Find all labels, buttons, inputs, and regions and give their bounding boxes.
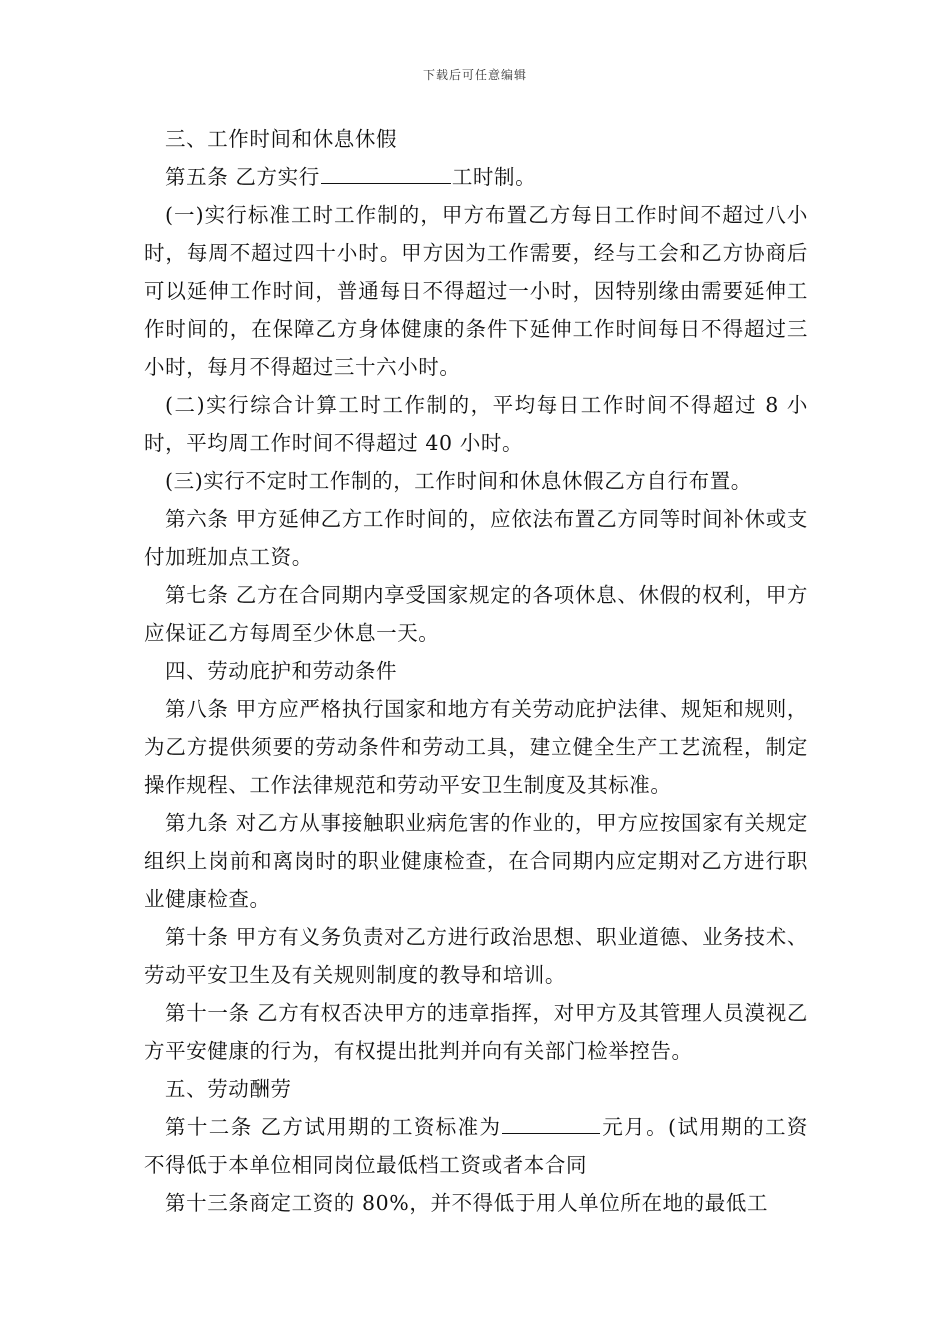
clause-comprehensive-hours: (二)实行综合计算工时工作制的，平均每日工作时间不得超过 8 小时，平均周工作时间不得超过 40 小时。 <box>144 393 808 455</box>
probation-salary-blank <box>502 1111 600 1134</box>
work-hour-system-blank <box>321 161 451 184</box>
clause-flexible-hours: (三)实行不定时工作制的，工作时间和休息休假乙方自行布置。 <box>165 469 752 493</box>
article-6: 第六条 甲方延伸乙方工作时间的，应依法布置乙方同等时间补休或支付加班加点工资。 <box>144 507 808 569</box>
article-5-text-before: 第五条 乙方实行 <box>165 165 320 189</box>
section-title-remuneration: 五、劳动酬劳 <box>165 1077 292 1101</box>
article-10: 第十条 甲方有义务负责对乙方进行政治思想、职业道德、业务技术、劳动平安卫生及有关规则制度的教导和培训。 <box>144 925 808 987</box>
article-12 <box>144 1108 808 1184</box>
section-title-labor-protection: 四、劳动庇护和劳动条件 <box>165 659 398 683</box>
section-title-work-hours: 三、工作时间和休息休假 <box>165 127 398 151</box>
article-5 <box>144 158 808 196</box>
article-11: 第十一条 乙方有权否决甲方的违章指挥，对甲方及其管理人员漠视乙方平安健康的行为，有权提出批判并向有关部门检举控告。 <box>144 1001 808 1063</box>
article-8: 第八条 甲方应严格执行国家和地方有关劳动庇护法律、规矩和规则，为乙方提供须要的劳动条件和劳动工具，建立健全生产工艺流程，制定操作规程、工作法律规范和劳动平安卫生制度及其标准。 <box>144 697 808 797</box>
article-5-text-after: 工时制。 <box>451 165 537 189</box>
article-12-text-before: 第十二条 乙方试用期的工资标准为 <box>165 1115 502 1139</box>
clause-standard-hours: (一)实行标准工时工作制的，甲方布置乙方每日工作时间不超过八小时，每周不超过四十小时。甲方因为工作需要，经与工会和乙方协商后可以延伸工作时间，普通每日不得超过一小时，因特别缘由需要延伸工作时间的，在保障乙方身体健康的条件下延伸工作时间每日不得超过三小时，每月不得超过三十六小时。 <box>144 203 808 379</box>
header-note: 下载后可任意编辑 <box>422 68 527 82</box>
article-9: 第九条 对乙方从事接触职业病危害的作业的，甲方应按国家有关规定组织上岗前和离岗时的职业健康检查，在合同期内应定期对乙方进行职业健康检查。 <box>144 811 808 911</box>
article-13: 第十三条商定工资的 80%，并不得低于用人单位所在地的最低工 <box>165 1191 769 1215</box>
article-12-text-after: 元月。(试用期的工资不得低于本单位相同岗位最低档工资或者本合同 <box>144 1115 808 1177</box>
article-7: 第七条 乙方在合同期内享受国家规定的各项休息、休假的权利，甲方应保证乙方每周至少休息一天。 <box>144 583 808 645</box>
document-body <box>144 120 808 1222</box>
